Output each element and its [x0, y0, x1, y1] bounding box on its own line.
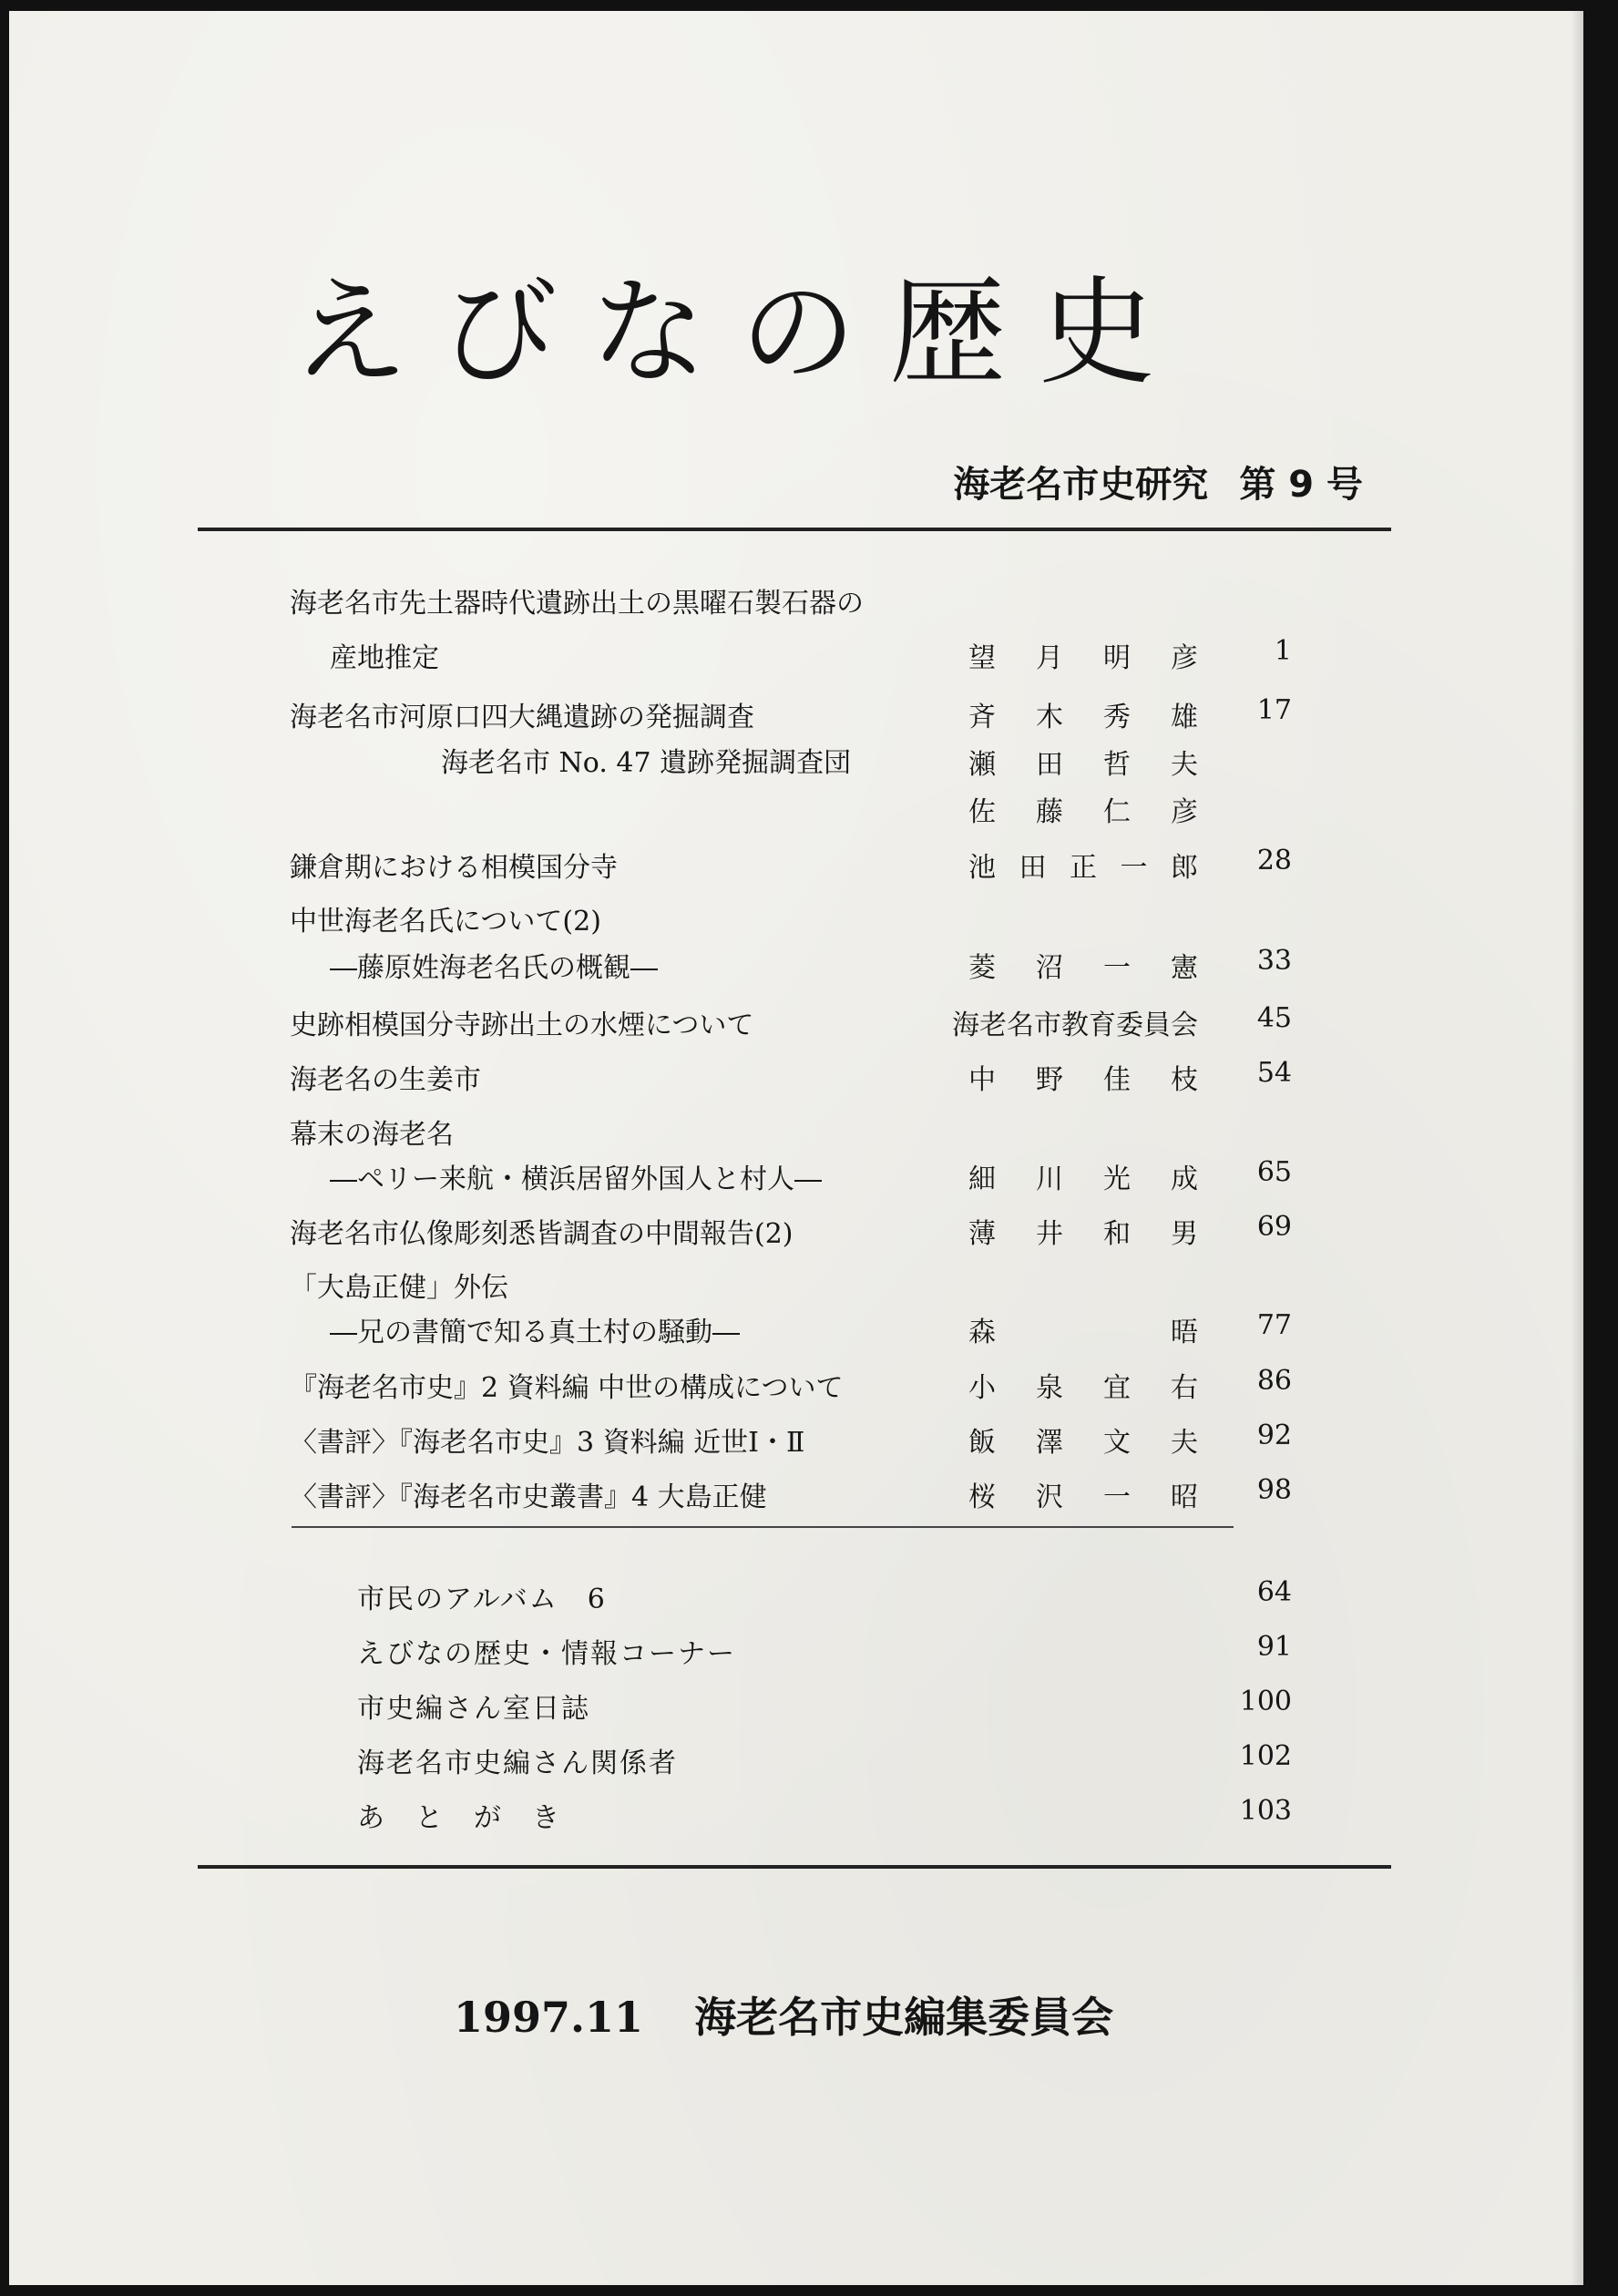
toc-title: 幕末の海老名 — [290, 1119, 454, 1151]
extra-item: 海老名市史編さん関係者 — [357, 1748, 678, 1779]
toc-page: 45 — [1256, 1002, 1292, 1034]
extra-page: 64 — [1256, 1576, 1292, 1608]
author-name: 菱 沼 一 憲 — [968, 952, 1198, 984]
toc-page: 28 — [1256, 845, 1292, 876]
author-name: 望 月 明 彦 — [968, 642, 1198, 674]
toc-title: 産地推定 — [330, 642, 439, 674]
toc-subline: 海老名市 No. 47 遺跡発掘調査団 — [441, 747, 852, 779]
toc-title: 海老名市河原口四大縄遺跡の発掘調査 — [290, 702, 754, 733]
publication-date: 1997.11 — [454, 1993, 644, 2042]
toc-title: 鎌倉期における相模国分寺 — [290, 852, 618, 884]
extra-item: えびなの歴史・情報コーナー — [357, 1638, 736, 1670]
toc-page: 98 — [1256, 1474, 1292, 1506]
author-name: 池 田 正 一 郎 — [968, 852, 1198, 884]
toc-title: ―兄の書簡で知る真土村の騒動― — [330, 1317, 740, 1348]
toc-author: 海老名市教育委員会 — [952, 1010, 1198, 1041]
extra-page: 91 — [1256, 1631, 1292, 1663]
extra-item: 市史編さん室日誌 — [357, 1693, 590, 1725]
author-name: 小 泉 宜 右 — [968, 1372, 1198, 1404]
extra-page: 100 — [1239, 1686, 1292, 1717]
toc-title: 〈書評〉『海老名市史』3 資料編 近世Ⅰ・Ⅱ — [290, 1427, 805, 1459]
author-name: 飯 澤 文 夫 — [968, 1427, 1198, 1459]
toc-page: 86 — [1256, 1365, 1292, 1397]
author-name: 森 晤 — [968, 1317, 1198, 1348]
bottom-rule — [198, 1865, 1391, 1869]
toc-title: 〈書評〉『海老名市史叢書』4 大島正健 — [290, 1481, 767, 1513]
book-cover — [9, 11, 1583, 2285]
toc-title: 海老名市仏像彫刻悉皆調査の中間報告(2) — [290, 1218, 794, 1250]
author-name: 薄 井 和 男 — [968, 1218, 1198, 1250]
issue-number: 第 9 号 — [1239, 464, 1363, 506]
toc-page: 17 — [1256, 694, 1292, 726]
toc-page: 69 — [1256, 1211, 1292, 1243]
toc-page: 33 — [1256, 945, 1292, 977]
toc-page: 92 — [1256, 1420, 1292, 1451]
toc-title: 『海老名市史』2 資料編 中世の構成について — [290, 1372, 844, 1404]
extras-list — [9, 11, 1583, 2285]
series-name: 海老名市史研究 — [953, 464, 1209, 506]
author-name: 細 川 光 成 — [968, 1163, 1198, 1195]
extra-page: 103 — [1239, 1795, 1292, 1827]
toc-title: 中世海老名氏について(2) — [290, 906, 601, 938]
publication-footer — [454, 1984, 1113, 2045]
author-name: 中 野 佳 枝 — [968, 1064, 1198, 1096]
toc-page: 1 — [1274, 635, 1292, 667]
toc-page: 54 — [1256, 1057, 1292, 1089]
author-name: 桜 沢 一 昭 — [968, 1481, 1198, 1513]
toc-title: 史跡相模国分寺跡出土の水煙について — [290, 1010, 754, 1041]
toc-title: 「大島正健」外伝 — [290, 1272, 508, 1304]
author-name: 斉 木 秀 雄 — [968, 702, 1198, 733]
author-name: 佐 藤 仁 彦 — [968, 796, 1198, 828]
extra-item: あ と が き — [357, 1802, 561, 1834]
toc-title: ―ペリー来航・横浜居留外国人と村人― — [330, 1163, 822, 1195]
toc-page: 77 — [1256, 1309, 1292, 1341]
extra-page: 102 — [1239, 1740, 1292, 1772]
toc-title: 海老名の生姜市 — [290, 1064, 481, 1096]
book-title: えびなの歴史 — [292, 265, 1189, 401]
toc-page: 65 — [1256, 1156, 1292, 1188]
publisher-name: 海老名市史編集委員会 — [694, 1993, 1114, 2042]
extra-item: 市民のアルバム 6 — [357, 1584, 607, 1615]
toc-title: ―藤原姓海老名氏の概観― — [330, 952, 658, 984]
toc-title: 海老名市先土器時代遺跡出土の黒曜石製石器の — [290, 588, 864, 620]
author-name: 瀬 田 哲 夫 — [968, 749, 1198, 781]
